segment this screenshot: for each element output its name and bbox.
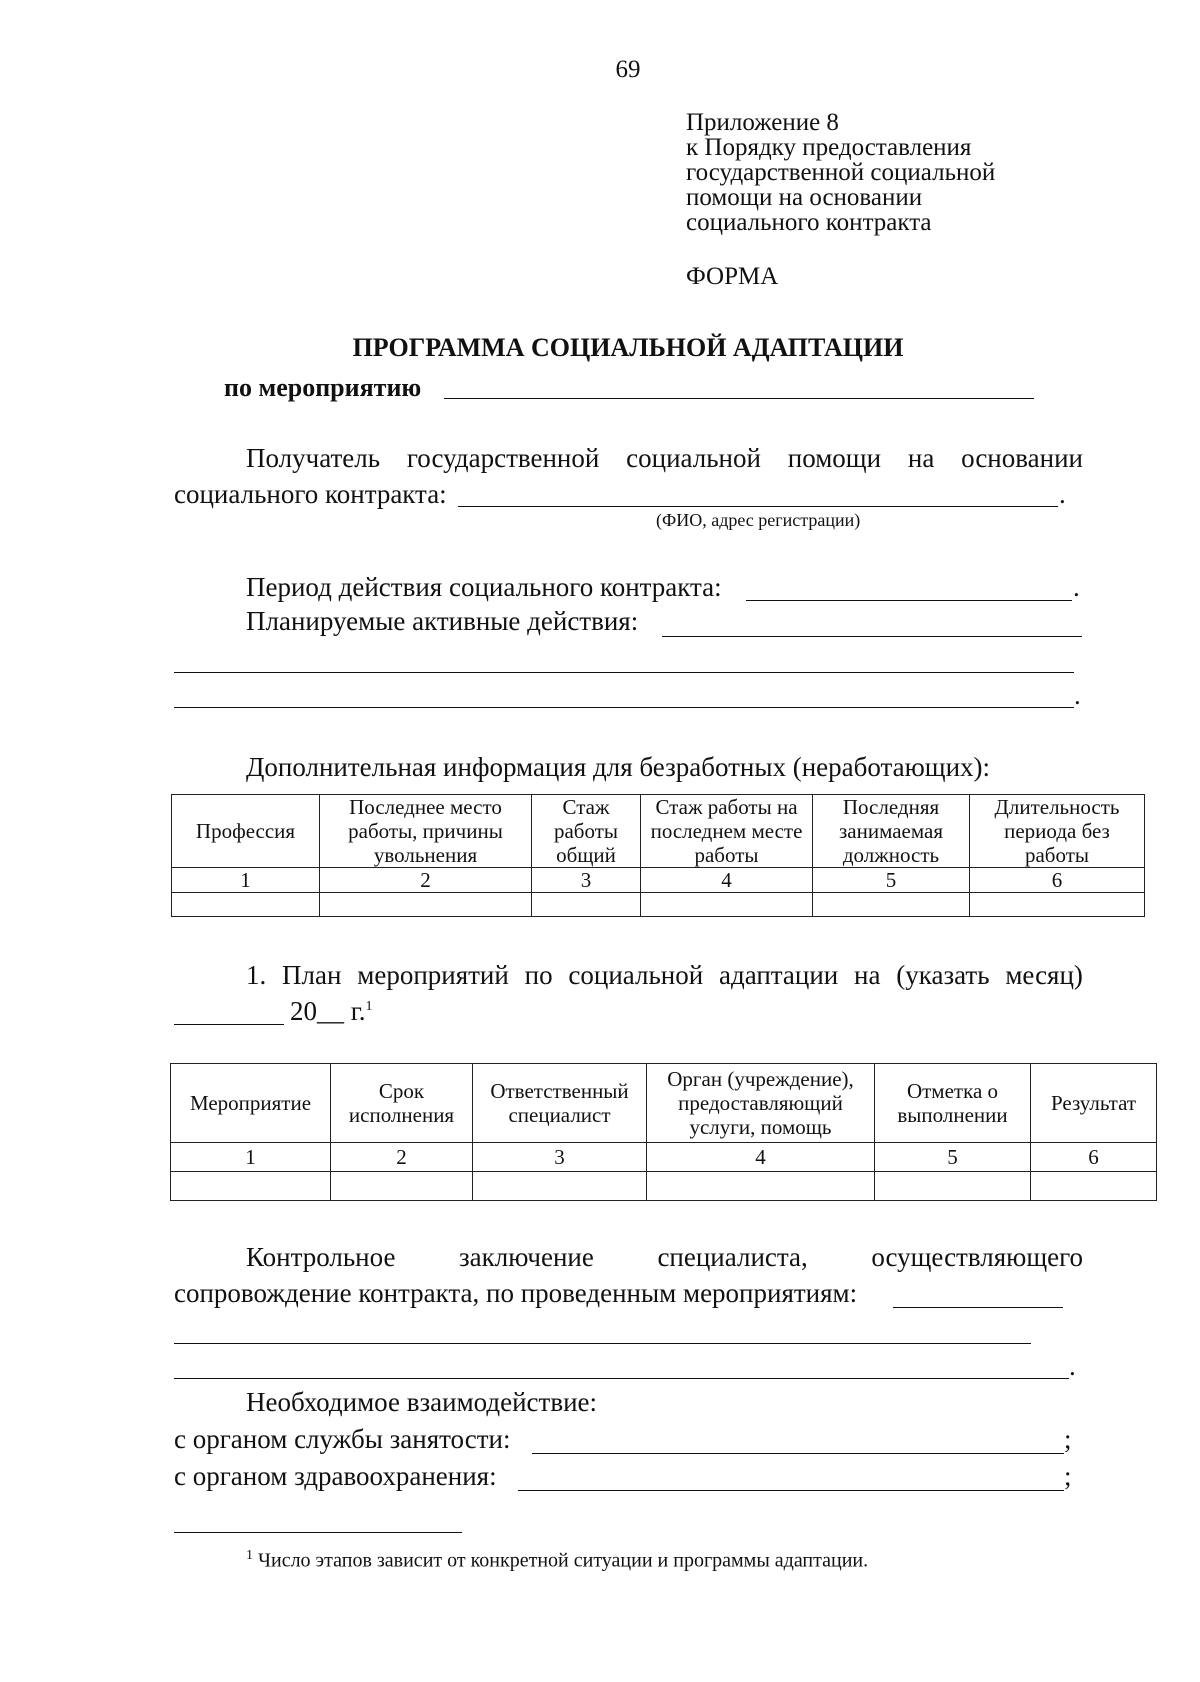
table-cell[interactable] (1031, 1172, 1157, 1201)
word: социальной (626, 443, 761, 473)
table-header-cell: Последнее место работы, причины увольнения (320, 795, 532, 868)
employment-end: ; (1064, 1424, 1072, 1454)
table-header-cell: Стаж работы общий (532, 795, 641, 868)
recipient-line (246, 443, 1083, 474)
table-header-cell: Результат (1031, 1064, 1157, 1143)
table-header-cell: Профессия (172, 795, 320, 868)
word: заключение (459, 1242, 594, 1272)
employment-field[interactable] (532, 1453, 1064, 1454)
table-number-cell: 3 (473, 1143, 647, 1172)
health-label: с органом здравоохранения: (174, 1461, 497, 1491)
conclusion-field-line[interactable] (174, 1378, 1069, 1379)
appendix-line: помощи на основании (686, 184, 923, 211)
table-cell[interactable] (970, 893, 1145, 917)
table-cell[interactable] (172, 893, 320, 917)
table-header-cell: Отметка о выполнении (875, 1064, 1031, 1143)
conclusion-line (246, 1242, 1083, 1273)
footnote-mark: 1 (246, 1548, 253, 1563)
word: адаптации (718, 960, 839, 990)
table-number-row (172, 868, 1145, 893)
period-label: Период действия социального контракта: (246, 572, 722, 602)
appendix-line: к Порядку предоставления (686, 134, 972, 161)
additional-info-heading: Дополнительная информация для безработных (неработающих): (246, 752, 991, 782)
table-number-cell: 5 (875, 1143, 1031, 1172)
footnote-divider (174, 1532, 462, 1533)
table-number-cell: 1 (172, 868, 320, 893)
health-end: ; (1064, 1461, 1072, 1491)
table-header-row (172, 795, 1145, 868)
table-cell[interactable] (171, 1172, 331, 1201)
word: помощи (787, 443, 882, 473)
table-header-cell: Ответственный специалист (473, 1064, 647, 1143)
interaction-heading: Необходимое взаимодействие: (246, 1387, 598, 1417)
word: осуществляющего (871, 1242, 1083, 1272)
footnote-mark: 1 (365, 999, 373, 1014)
form-label: ФОРМА (686, 263, 779, 290)
unemployed-info-table (171, 794, 1145, 917)
word: государственной (406, 443, 600, 473)
table-cell[interactable] (647, 1172, 875, 1201)
word: специалиста, (657, 1242, 808, 1272)
table-number-cell: 4 (641, 868, 813, 893)
word: на (854, 960, 881, 990)
period-end: . (1073, 572, 1080, 602)
recipient-end: . (1059, 479, 1066, 509)
planned-field-line[interactable] (174, 707, 1074, 708)
word: на (907, 443, 935, 473)
table-header-cell: Стаж работы на последнем месте работы (641, 795, 813, 868)
plan-heading-line (246, 960, 1083, 991)
word: основании (961, 443, 1083, 473)
plan-year-text: 20__ г. (290, 996, 366, 1026)
table-number-cell: 3 (532, 868, 641, 893)
table-cell[interactable] (331, 1172, 473, 1201)
month-field[interactable] (174, 1024, 284, 1025)
recipient-caption: (ФИО, адрес регистрации) (656, 510, 861, 530)
conclusion-end: . (1069, 1351, 1076, 1381)
appendix-block (686, 110, 995, 235)
table-number-cell: 6 (970, 868, 1145, 893)
table-cell[interactable] (320, 893, 532, 917)
document-title: ПРОГРАММА СОЦИАЛЬНОЙ АДАПТАЦИИ (352, 333, 904, 362)
recipient-field[interactable] (458, 506, 1058, 507)
conclusion-label: сопровождение контракта, по проведенным мероприятиям: (174, 1278, 858, 1308)
table-row (172, 893, 1145, 917)
table-number-cell: 6 (1031, 1143, 1157, 1172)
appendix-line: социального контракта (686, 209, 932, 236)
table-cell[interactable] (532, 893, 641, 917)
employment-label: с органом службы занятости: (174, 1424, 511, 1454)
word: 1. (246, 960, 267, 990)
table-header-cell: Срок исполнения (331, 1064, 473, 1143)
planned-label: Планируемые активные действия: (246, 606, 639, 636)
document-subtitle: по мероприятию (224, 373, 422, 402)
appendix-line: государственной социальной (686, 159, 996, 186)
event-name-field[interactable] (444, 398, 1034, 399)
table-header-row (171, 1064, 1157, 1143)
word: по (524, 960, 553, 990)
word: Получатель (246, 443, 381, 473)
table-cell[interactable] (875, 1172, 1031, 1201)
adaptation-plan-table (170, 1063, 1157, 1201)
planned-end: . (1074, 680, 1081, 710)
health-field[interactable] (518, 1490, 1064, 1491)
table-cell[interactable] (473, 1172, 647, 1201)
table-number-cell: 5 (813, 868, 970, 893)
word: (указать (896, 960, 990, 990)
plan-year-line (290, 996, 373, 1027)
table-header-cell: Орган (учреждение), предоставляющий услуги, помощь (647, 1064, 875, 1143)
conclusion-field[interactable] (893, 1307, 1063, 1308)
table-header-cell: Последняя занимаемая должность (813, 795, 970, 868)
appendix-line: Приложение 8 (686, 109, 839, 136)
table-number-row (171, 1143, 1157, 1172)
table-header-cell: Длительность периода без работы (970, 795, 1145, 868)
table-row (171, 1172, 1157, 1201)
conclusion-field-line[interactable] (174, 1343, 1031, 1344)
planned-field[interactable] (662, 636, 1082, 637)
table-cell[interactable] (813, 893, 970, 917)
page-number: 69 (615, 56, 641, 83)
planned-field-line[interactable] (174, 672, 1074, 673)
word: Контрольное (246, 1242, 396, 1272)
table-number-cell: 2 (331, 1143, 473, 1172)
word: месяц) (1005, 960, 1083, 990)
table-number-cell: 1 (171, 1143, 331, 1172)
footnote (246, 1548, 868, 1573)
word: мероприятий (357, 960, 509, 990)
period-field[interactable] (746, 600, 1072, 601)
word: План (282, 960, 342, 990)
recipient-label: социального контракта: (174, 479, 447, 509)
footnote-text: Число этапов зависит от конкретной ситуации и программы адаптации. (258, 1549, 869, 1572)
table-number-cell: 2 (320, 868, 532, 893)
table-cell[interactable] (641, 893, 813, 917)
table-number-cell: 4 (647, 1143, 875, 1172)
table-header-cell: Мероприятие (171, 1064, 331, 1143)
word: социальной (568, 960, 704, 990)
